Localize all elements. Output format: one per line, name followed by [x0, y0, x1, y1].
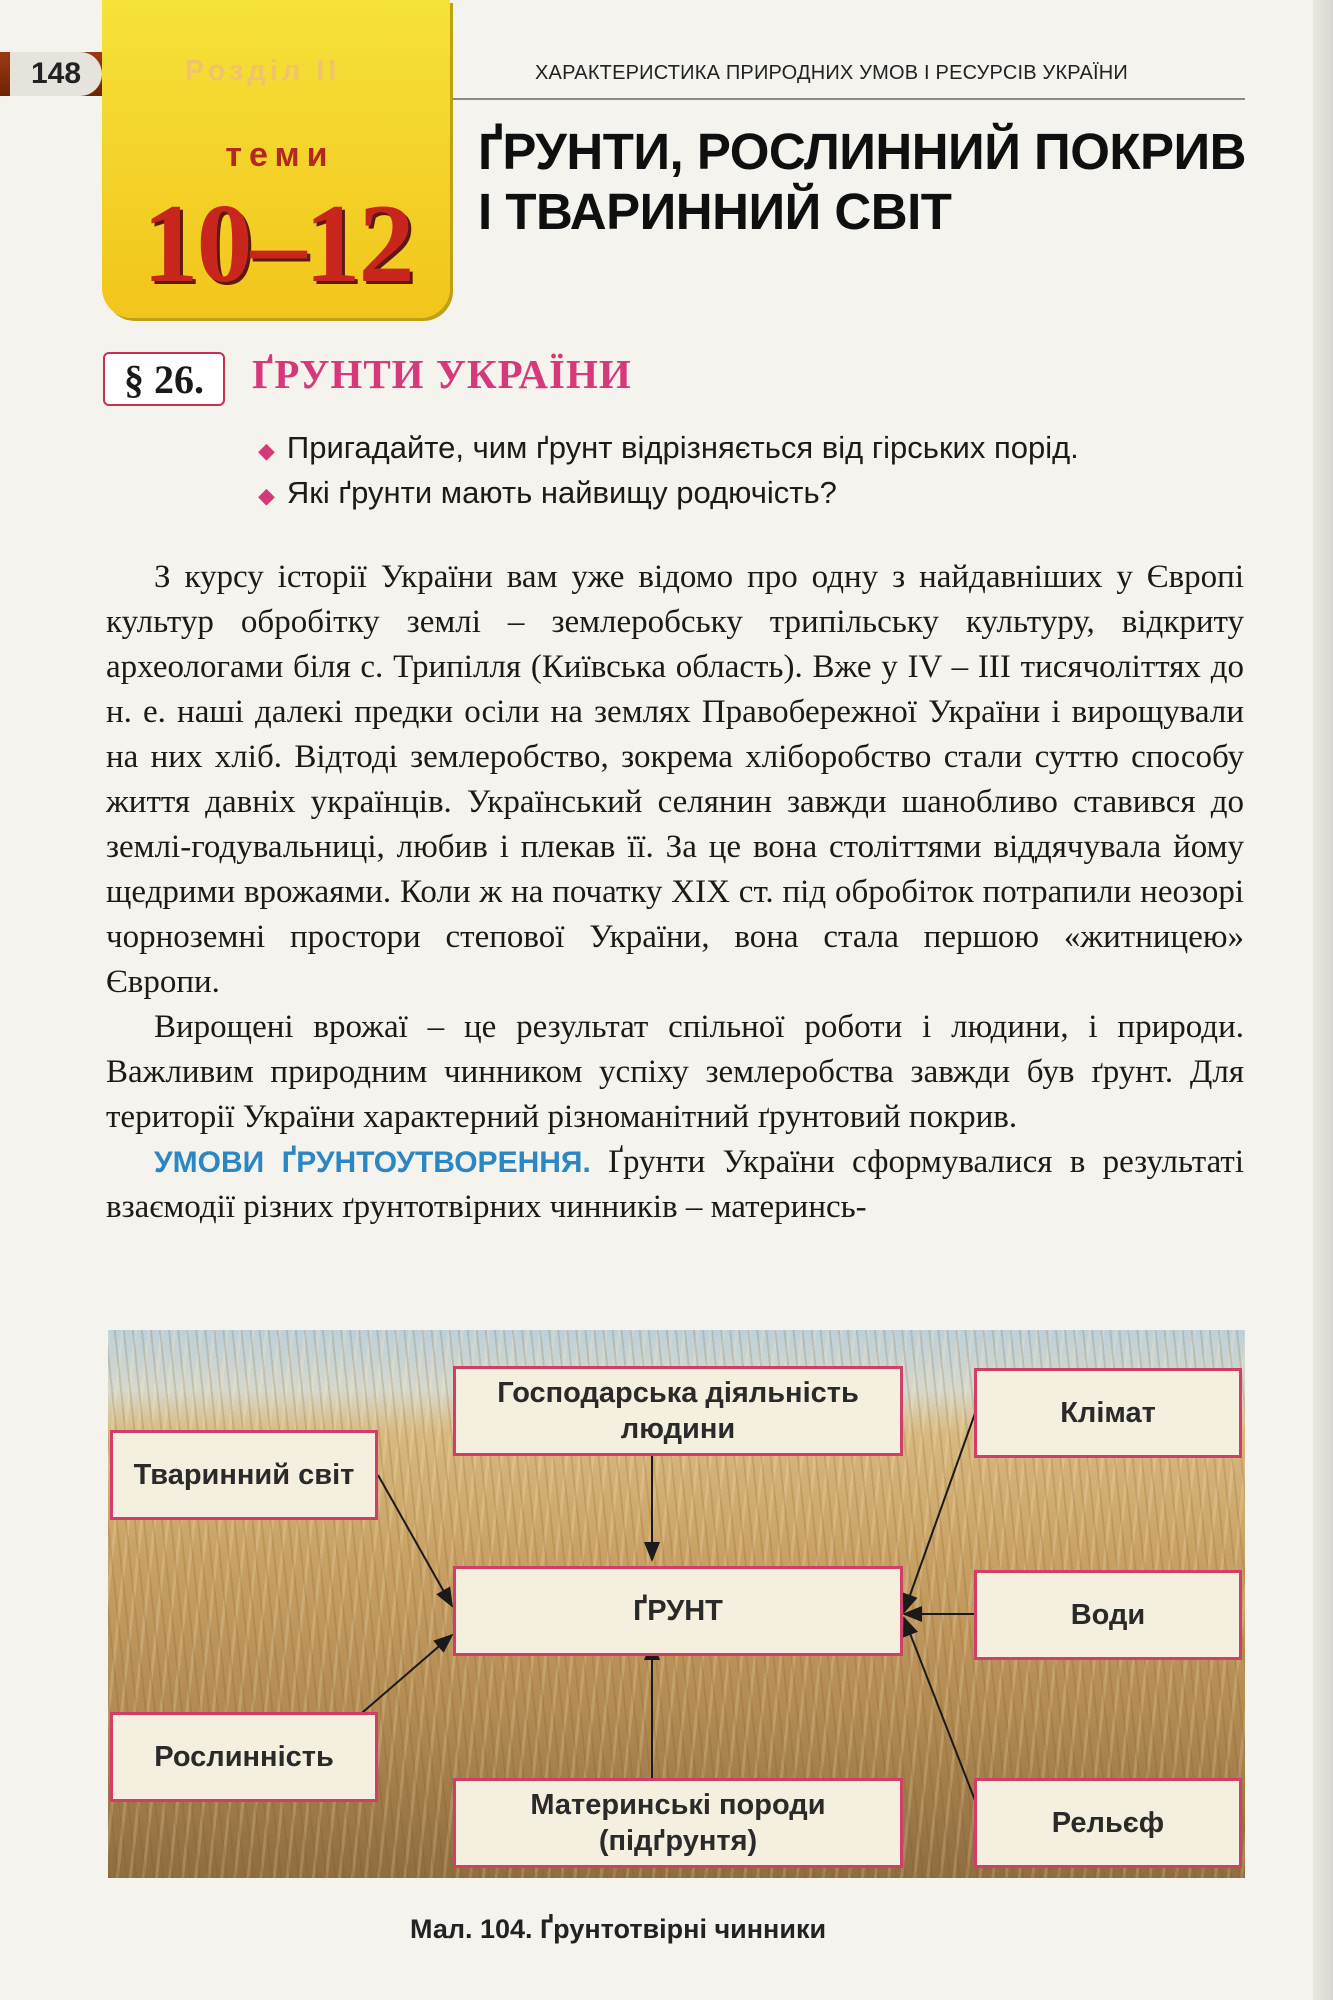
factor-plants: Рослинність — [110, 1712, 378, 1802]
page-edge — [1313, 0, 1333, 2000]
question-item: ◆ Пригадайте, чим ґрунт відрізняється від гірських порід. — [258, 430, 1079, 465]
diamond-bullet-icon: ◆ — [258, 483, 275, 508]
factor-climate: Клімат — [974, 1368, 1242, 1458]
soil-factors-figure — [108, 1330, 1245, 1878]
paragraph-title: ҐРУНТИ УКРАЇНИ — [252, 351, 632, 397]
paragraph-number: § 26. — [103, 352, 225, 406]
header-rule — [450, 98, 1245, 100]
running-title: ХАРАКТЕРИСТИКА ПРИРОДНИХ УМОВ І РЕСУРСІВ УКРАЇНИ — [535, 62, 1129, 84]
subheading: УМОВИ ҐРУНТОУТВОРЕННЯ. — [154, 1146, 591, 1179]
diamond-bullet-icon: ◆ — [258, 438, 275, 463]
topic-numbers: 10–12 — [142, 182, 413, 306]
chapter-title-line1: ҐРУНТИ, РОСЛИННИЙ ПОКРИВ — [478, 123, 1246, 180]
topic-word: теми — [225, 136, 335, 174]
soil-center-box: ҐРУНТ — [453, 1566, 903, 1656]
page-number: 148 — [10, 52, 102, 96]
arrow-animals — [378, 1475, 452, 1606]
factor-human-activity: Господарська діяльність людини — [453, 1366, 903, 1456]
factor-animals: Тваринний світ — [110, 1430, 378, 1520]
body-paragraph-1: З курсу історії України вам уже відомо про одну з найдавніших у Європі культур обробітку землі – землеробську трипільську культуру, відкриту археологами біля с. Трипілля (Київська область). Вже у IV – III тисячоліттях до н. е. наші далекі предки осіли на землях Правобережної України і вирощували на них хліб. Відтоді землеробство, зокрема хліборобство стали суттю способу життя давніх українців. Український селянин завжди шанобливо ставився до землі-годувальниці, любив і плекав її. За це вона століттями віддячувала йому щедрими врожаями. Коли ж на початку XIX ст. під обробіток потрапили неозорі чорноземні простори степової України, вона стала першою «житницею» Європи. — [106, 559, 1244, 1000]
question-item: ◆ Які ґрунти мають найвищу родючість? — [258, 475, 837, 510]
figure-caption: Мал. 104. Ґрунтотвірні чинники — [410, 1914, 827, 1944]
factor-relief: Рельєф — [974, 1778, 1242, 1868]
arrow-relief — [904, 1618, 978, 1808]
section-label: Розділ II — [185, 55, 341, 87]
body-paragraph-3: УМОВИ ҐРУНТОУТВОРЕННЯ. Ґрунти України сформувалися в результаті взаємодії різних ґрунтотвірних чинників – материнсь- — [106, 1144, 1245, 1225]
factor-water: Води — [974, 1570, 1242, 1660]
chapter-title-line2: І ТВАРИННИЙ СВІТ — [478, 183, 952, 240]
chapter-title — [478, 122, 1246, 242]
body-paragraph-2: Вирощені врожаї – це результат спільної роботи і людини, і природи. Важливим природним чинником успіху землеробства завжди був ґрунт. Для території України характерний різноманітний ґрунтовий покрив. — [106, 1009, 1244, 1135]
review-questions — [258, 428, 1079, 518]
factor-parent-rock: Материнські породи (підґрунтя) — [453, 1778, 903, 1868]
arrow-climate — [904, 1405, 978, 1612]
body-text — [106, 555, 1244, 1230]
